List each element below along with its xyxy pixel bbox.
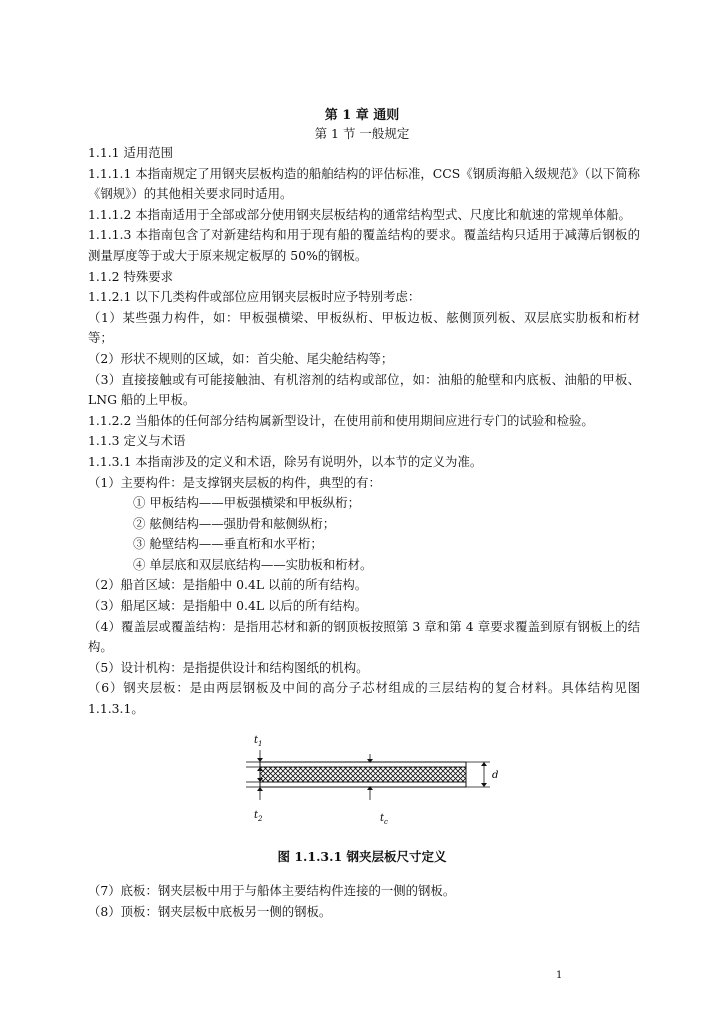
list-item-2: （2）形状不规则的区域，如：首尖舱、尾尖舱结构等； [88,350,394,366]
paragraph-1-1-2-1: 1.1.2.1 以下几类构件或部位应用钢夹层板时应予特别考虑： [88,289,421,305]
definition-8: （8）顶板：钢夹层板中底板另一侧的钢板。 [88,903,332,919]
list-item-3: （3）直接接触或有可能接触油、有机溶剂的结构或部位，如：油船的舱壁和内底板、油船的甲板、LNG 船的上甲板。 [88,371,640,408]
list-item-1: （1）某些强力构件，如：甲板强横梁、甲板纵桁、甲板边板、舷侧顶列板、双层底实肋板和桁材等； [88,309,640,346]
heading-1-1-2: 1.1.2 特殊要求 [88,268,174,284]
definition-3: （3）船尾区域：是指船中 0.4L 以后的所有结构。 [88,598,368,614]
t1-label: $t_1$ [254,735,263,748]
definition-5: （5）设计机构：是指提供设计和结构图纸的机构。 [88,659,369,675]
definition-4: （4）覆盖层或覆盖结构：是指用芯材和新的钢顶板按照第 3 章和第 4 章要求覆盖到原有钢板上的结构。 [88,618,640,655]
sub-item-2: ② 舷侧结构——强肋骨和舷侧纵桁； [133,515,336,531]
tail-text [88,881,640,922]
definition-1: （1）主要构件：是支撑钢夹层板的构件，典型的有： [88,474,381,490]
sandwich-plate-diagram [238,726,508,832]
body-text [88,143,640,720]
chapter-title: 第 1 章 通则 [324,108,400,123]
sub-item-4: ④ 单层底和双层底结构——实肋板和桁材。 [133,556,373,572]
paragraph-1-1-1-3: 1.1.1.3 本指南包含了对新建结构和用于现有船的覆盖结构的要求。覆盖结构只适用于减薄后钢板的测量厚度等于或大于原来规定板厚的 50%的钢板。 [88,227,640,263]
page-number: 1 [556,970,563,981]
definition-6: （6）钢夹层板：是由两层钢板及中间的高分子芯材组成的三层结构的复合材料。具体结构见图 1.1.3.1。 [88,680,640,717]
tc-label: $t_c$ [380,813,388,826]
core-layer [260,767,466,782]
sub-item-1: ① 甲板结构——甲板强横梁和甲板纵桁； [133,495,360,511]
heading-1-1-1: 1.1.1 适用范围 [88,145,174,160]
definition-7: （7）底板：钢夹层板中用于与船体主要结构件连接的一侧的钢板。 [88,883,456,898]
heading-1-1-3: 1.1.3 定义与术语 [88,433,186,449]
t2-label: $t_2$ [254,810,263,823]
top-plate [260,762,466,767]
paragraph-1-1-1-2: 1.1.1.2 本指南适用于全部或部分使用钢夹层板结构的通常结构型式、尺度比和航速的常规单体船。 [88,206,631,222]
paragraph-1-1-1-1: 1.1.1.1 本指南规定了用钢夹层板构造的船舶结构的评估标准，CCS《钢质海船入级规范》（以下简称《钢规》）的其他相关要求同时适用。 [88,165,640,202]
bottom-plate [260,782,466,787]
paragraph-1-1-2-2: 1.1.2.2 当船体的任何部分结构属新型设计，在使用前和使用期间应进行专门的试验和检验。 [88,412,594,428]
sub-item-3: ③ 舱壁结构——垂直桁和水平桁； [133,536,323,552]
figure-caption: 图 1.1.3.1 钢夹层板尺寸定义 [277,849,447,864]
section-title: 第 1 节 一般规定 [314,126,410,141]
definition-2: （2）船首区域：是指船中 0.4L 以前的所有结构。 [88,577,368,593]
d-label: d [492,770,499,781]
paragraph-1-1-3-1: 1.1.3.1 本指南涉及的定义和术语，除另有说明外，以本节的定义为准。 [88,453,483,469]
